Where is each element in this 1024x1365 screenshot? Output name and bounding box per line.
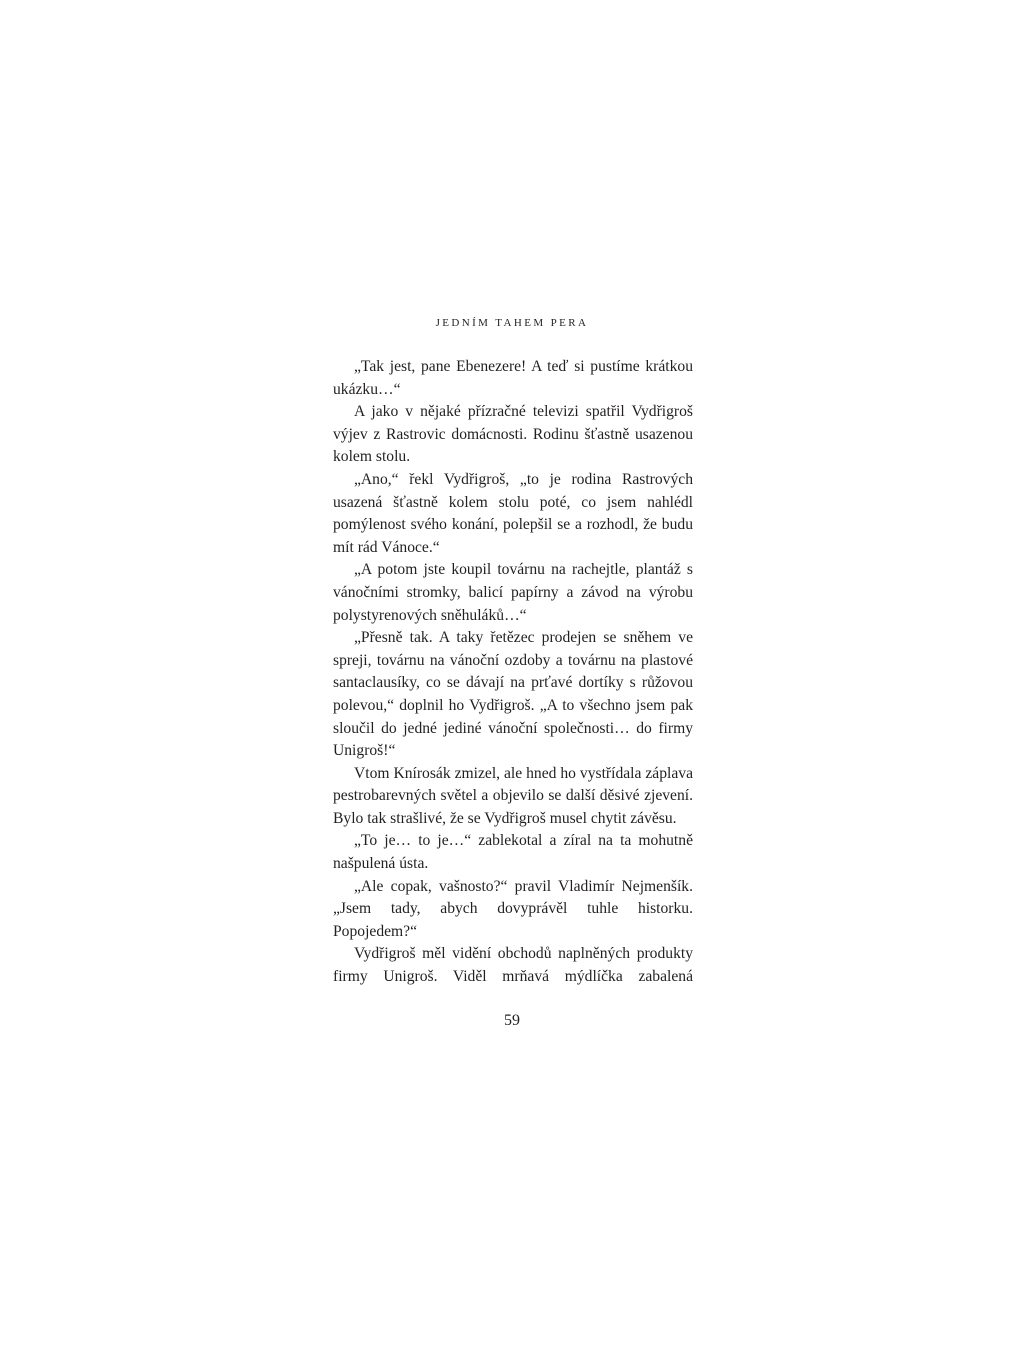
paragraph: A jako v nějaké přízračné televizi spatřil Vydřigroš výjev z Rastrovic domácnosti. Rodinu šťastně usazenou kolem stolu. (333, 403, 693, 466)
paragraph: „Přesně tak. A taky řetězec prodejen se sněhem ve spreji, továrnu na vánoční ozdoby a továrnu na plastové santaclausíky, co se dávají na prťavé dortíky s růžovou polevou,“ doplnil ho Vydřigroš. „A to všechno jsem pak sloučil do jedné jediné vánoční společnosti… do firmy Unigroš!“ (333, 629, 693, 760)
body-text (333, 356, 693, 989)
paragraph: „To je… to je…“ zablekotal a zíral na ta mohutně našpulená ústa. (333, 832, 693, 873)
page-number: 59 (504, 1012, 520, 1029)
paragraph: „Ano,“ řekl Vydřigroš, „to je rodina Rastrových usazená šťastně kolem stolu poté, co jsem nahlédl pomýlenost svého konání, polepšil se a rozhodl, že budu mít rád Vánoce.“ (333, 470, 693, 556)
paragraph: Vtom Knírosák zmizel, ale hned ho vystřídala záplava pestrobarevných světel a objevilo se další děsivé zjevení. Bylo tak strašlivé, že se Vydřigroš musel chytit závěsu. (333, 764, 693, 827)
paragraph: „A potom jste koupil továrnu na rachejtle, plantáž s vánočními stromky, balicí papírny a závod na výrobu polystyrenových sněhuláků…“ (333, 561, 693, 624)
paragraph: Vydřigroš měl vidění obchodů naplněných produkty firmy Unigroš. Viděl mrňavá mýdlíčka zabalená (333, 945, 693, 986)
paragraph: „Ale copak, vašnosto?“ pravil Vladimír Nejmenšík. „Jsem tady, abych dovyprávěl tuhle historku. Popojedem?“ (333, 877, 693, 940)
running-head: JEDNÍM TAHEM PERA (435, 317, 589, 329)
paragraph: „Tak jest, pane Ebenezere! A teď si pustíme krátkou ukázku…“ (333, 358, 693, 398)
